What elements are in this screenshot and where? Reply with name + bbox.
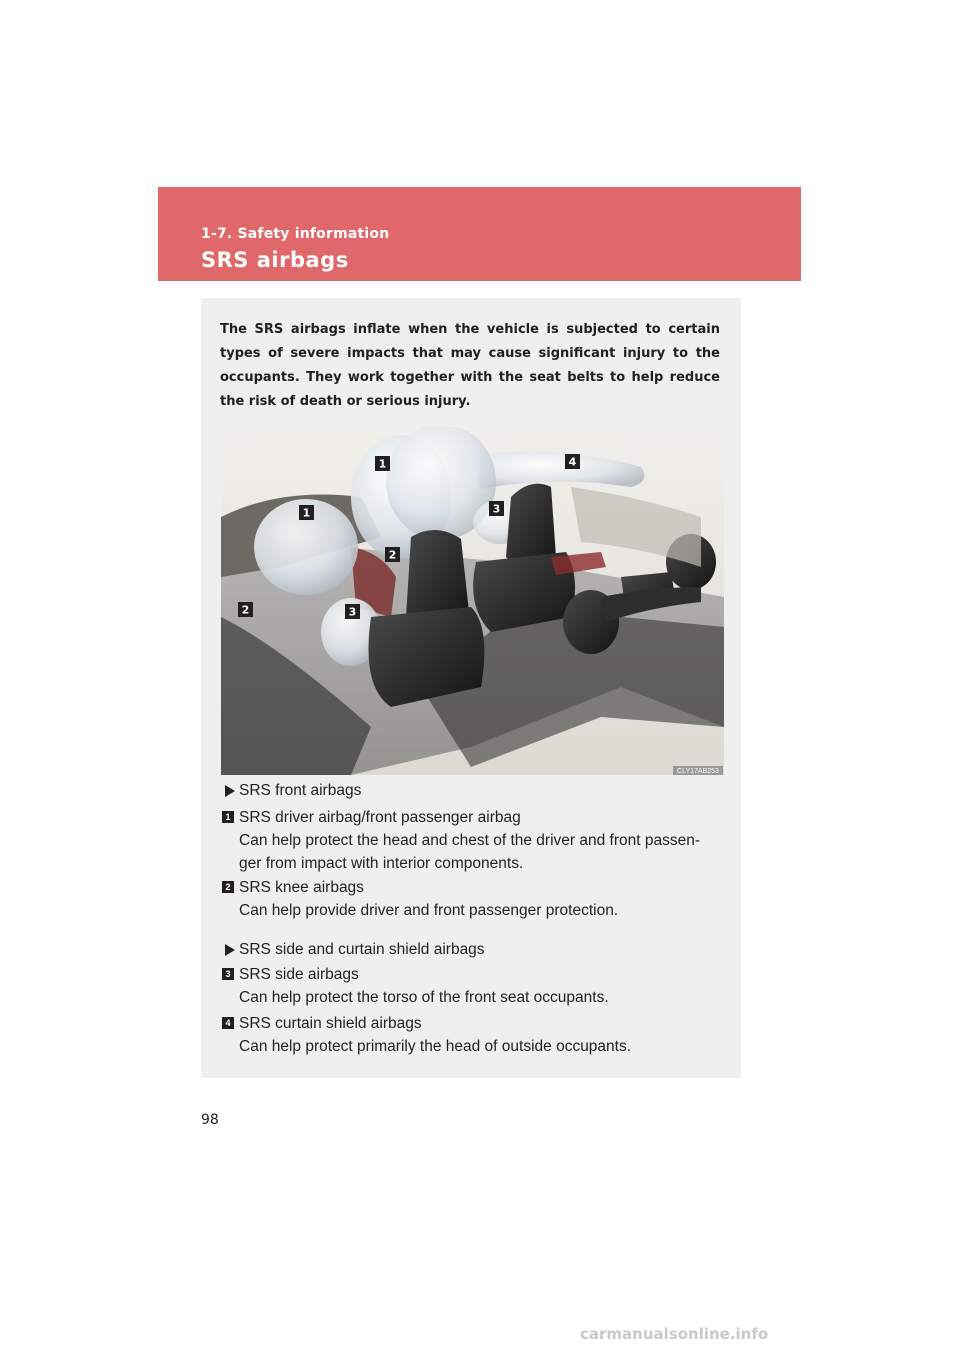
item-desc: ger from impact with interior components. xyxy=(239,855,524,872)
svg-text:4: 4 xyxy=(568,455,577,469)
arrow-right-icon xyxy=(225,785,235,797)
callout-2b xyxy=(238,602,253,617)
page-number: 98 xyxy=(201,1112,219,1128)
svg-text:1: 1 xyxy=(378,457,387,471)
callout-4 xyxy=(565,454,580,469)
callout-3b xyxy=(345,604,360,619)
svg-text:2: 2 xyxy=(388,548,397,562)
svg-text:1: 1 xyxy=(302,506,311,520)
intro-paragraph: The SRS airbags inflate when the vehicle is subjected to certain types of severe impacts that may cause significant injury to the occupants. They work together with the seat belts to help reduce the risk of death or serious injury. xyxy=(220,322,720,409)
section-label: 1-7. Safety information xyxy=(201,226,390,242)
callout-1b xyxy=(299,505,314,520)
item-desc: Can help protect the torso of the front seat occupants. xyxy=(239,989,609,1006)
callout-3a xyxy=(489,501,504,516)
item-title: SRS side airbags xyxy=(239,966,359,983)
item-desc: Can help provide driver and front passenger protection. xyxy=(239,902,619,919)
callout-1a xyxy=(375,456,390,471)
item-desc: Can help protect the head and chest of the driver and front passen- xyxy=(239,832,700,849)
number-4-icon: 4 xyxy=(222,1017,234,1029)
svg-text:3: 3 xyxy=(492,502,501,516)
svg-text:2: 2 xyxy=(241,603,250,617)
page-title: SRS airbags xyxy=(201,248,349,272)
number-3-icon: 3 xyxy=(222,968,234,980)
item-desc: Can help protect primarily the head of outside occupants. xyxy=(239,1038,632,1055)
content-panel: The SRS airbags inflate when the vehicle is subjected to certain types of severe impacts that may cause significant injury to the occupants. They work together with the seat belts to help reduce the risk of death or serious injury. 1 4 1 3 2 2 3 CLY17AB253 SRS front airbags 1 SRS driver airbag/front passenger airbag Can help protect the head and chest of the driver and front passen- ger from impact with interior components. 2 SRS knee airbags Can help provide driver and front passenger protection. SRS side and curtain shield airbags 3 SRS side airbags Can help protect the torso of the front seat occupants. 4 SRS curtain shield airbags Can help protect primarily the head of outside occupants. xyxy=(201,298,741,1078)
item-title: SRS knee airbags xyxy=(239,879,364,896)
airbag-illustration xyxy=(221,427,724,775)
watermark: carmanualsonline.info xyxy=(580,1325,769,1343)
number-1-icon: 1 xyxy=(222,811,234,823)
illustration-code: CLY17AB253 xyxy=(677,768,719,775)
item-title: SRS driver airbag/front passenger airbag xyxy=(239,809,521,826)
callout-2a xyxy=(385,547,400,562)
arrow-right-icon xyxy=(225,944,235,956)
header-band xyxy=(158,187,801,281)
number-2-icon: 2 xyxy=(222,881,234,893)
item-title: SRS curtain shield airbags xyxy=(239,1015,422,1032)
svg-text:3: 3 xyxy=(348,605,357,619)
